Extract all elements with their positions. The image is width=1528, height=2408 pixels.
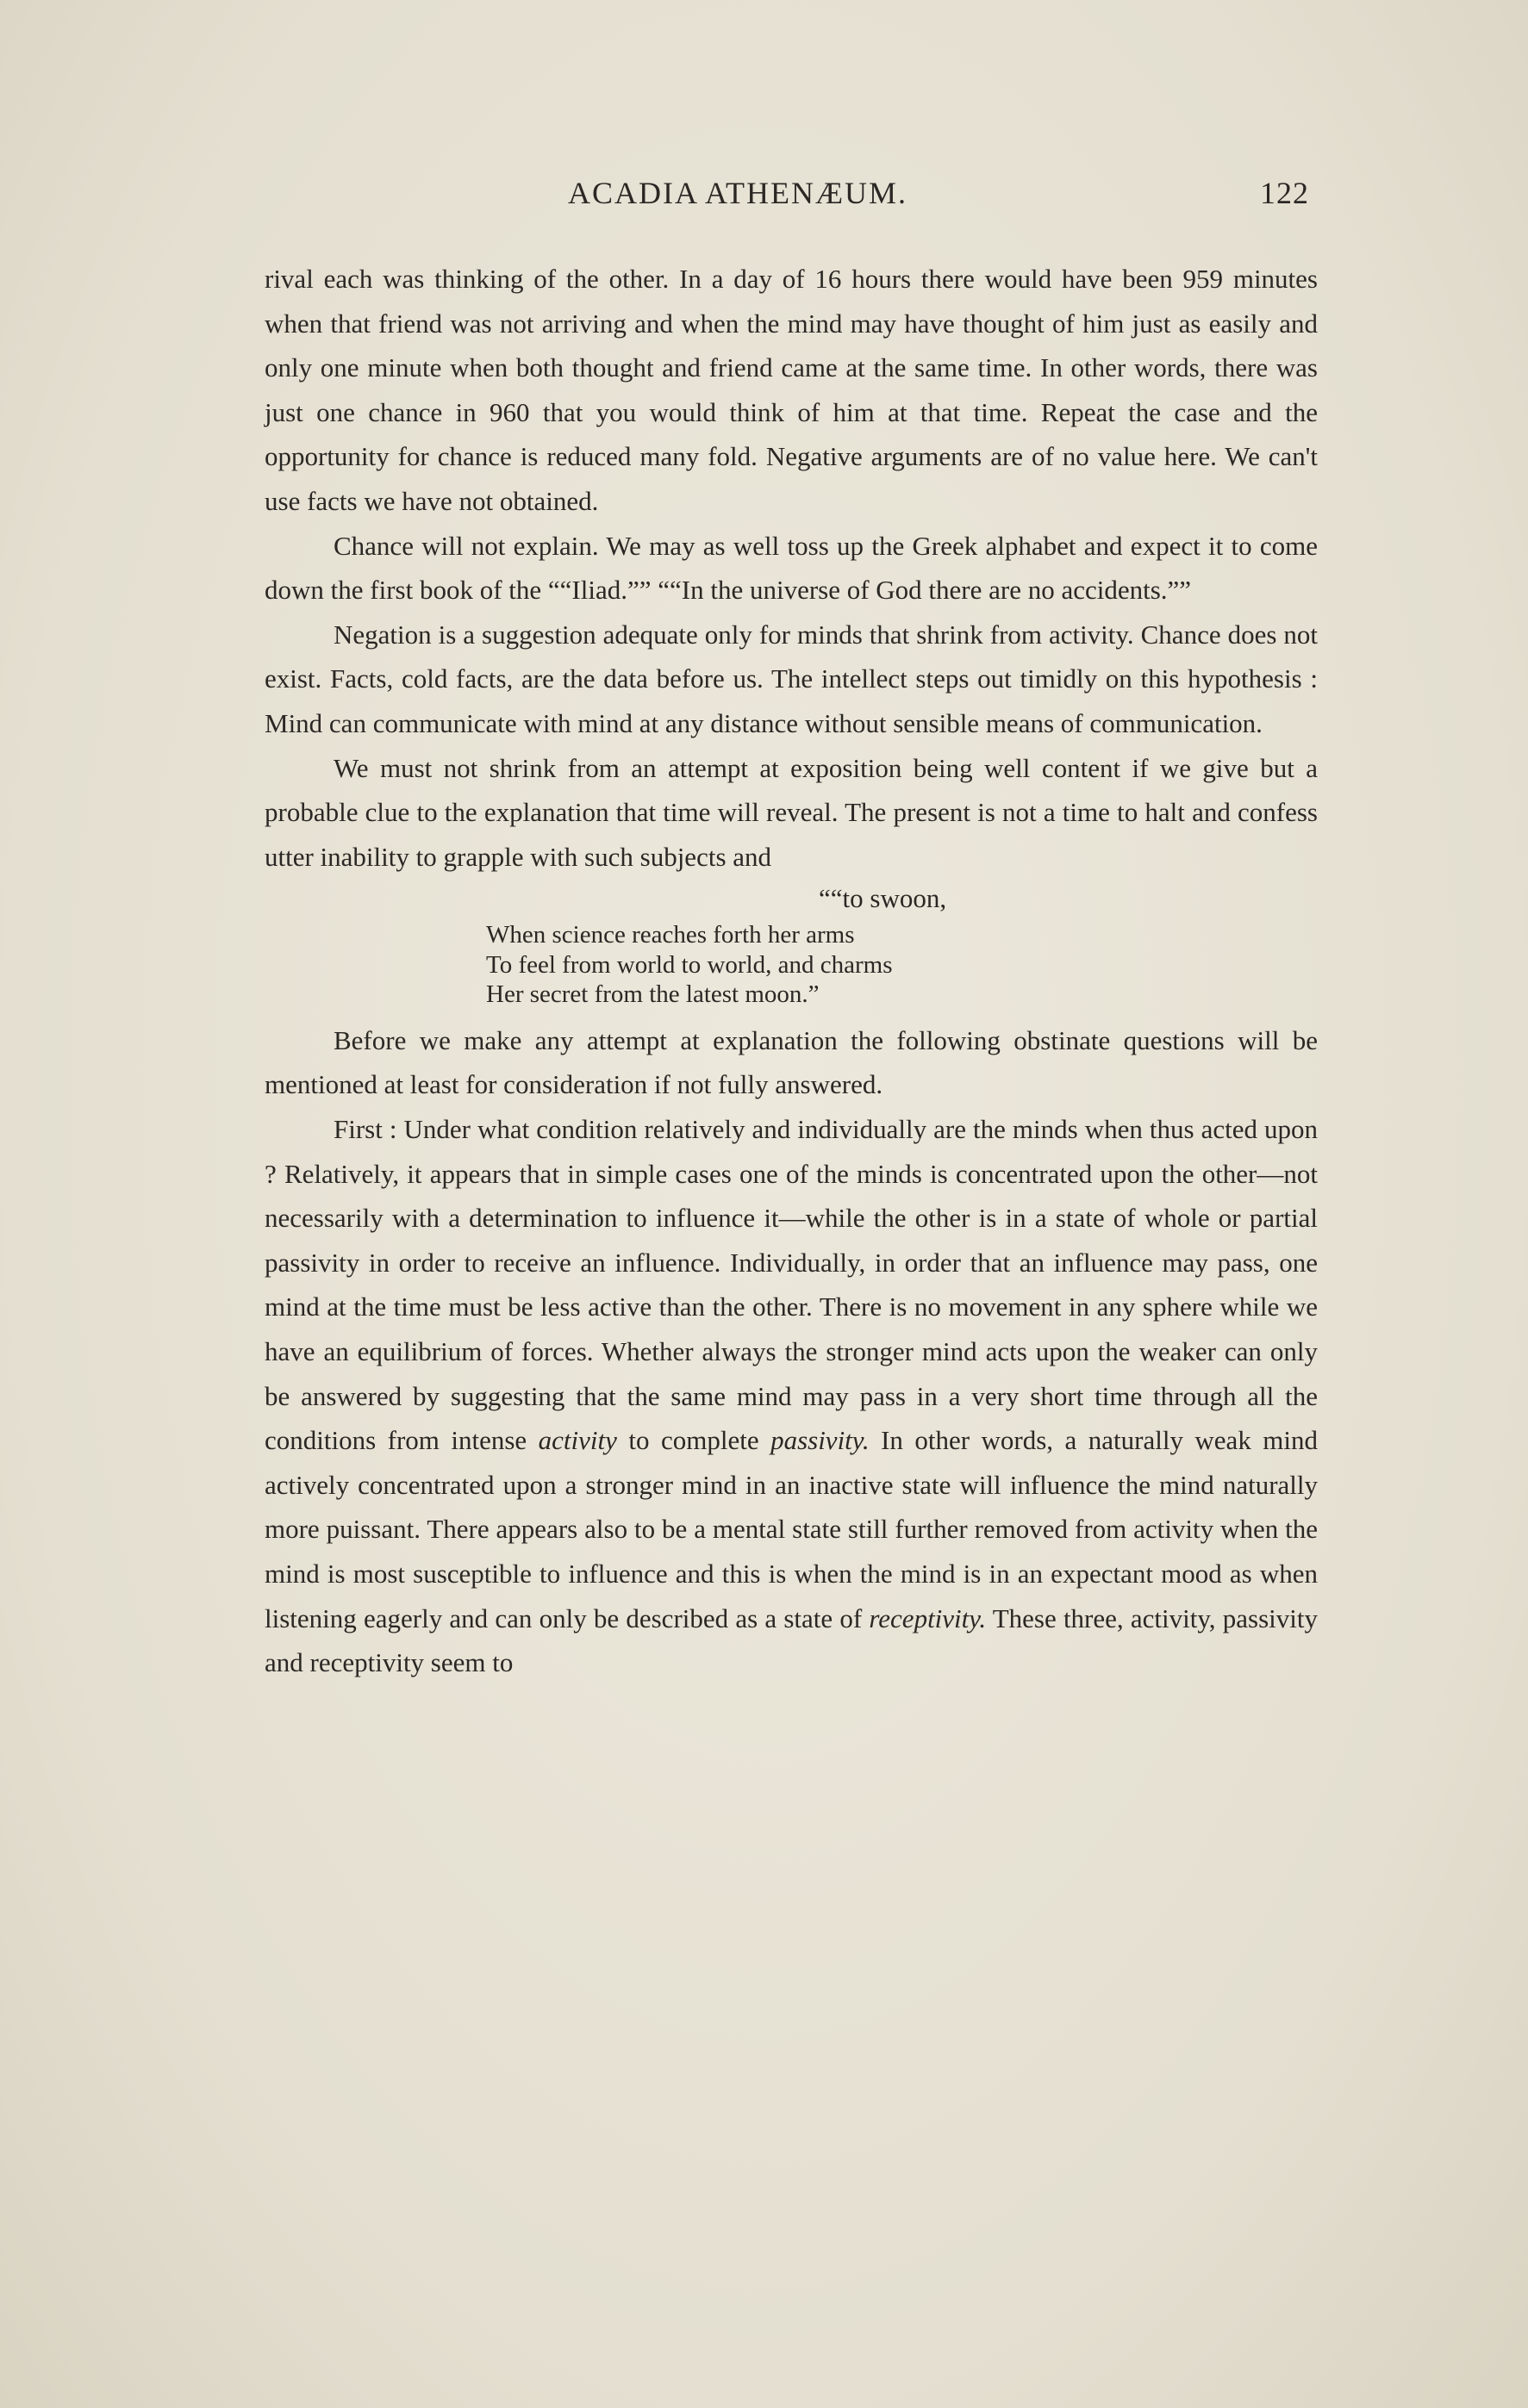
paragraph-1: rival each was thinking of the other. In a day of 16 hours there would have been 959 minutes when that friend was not arriving and when the mind may have thought of him just as easily and only one minute when both thought and friend came at the same time. In other words, there was just one chance in 960 that you would think of him at that time. Repeat the case and the opportunity for chance is reduced many fold. Negative arguments are of no value here. We can't use facts we have not obtained. bbox=[265, 264, 1318, 516]
paragraph-5: Before we make any attempt at explanation the following obstinate questions will be mentioned at least for consideration if not fully answered. bbox=[265, 1024, 1318, 1100]
paragraph-6-text-c: In other words, a naturally weak mind actively concentrated upon a stronger mind in an inactive state will influence the mind naturally more puissant. There appears also to be a mental state still further removed from activity when the mind is most susceptible to influence and this is when the mind is in an expectant mood as when listening eagerly and can only be described as a state of bbox=[265, 1425, 1319, 1633]
verse-line-1: When science reaches forth her arms bbox=[486, 921, 855, 949]
verse-line-3: Her secret from the latest moon.” bbox=[486, 980, 820, 1009]
page-header bbox=[265, 175, 1309, 216]
paragraph-2: Chance will not explain. We may as well toss up the Greek alphabet and expect it to come down the first book of the ““Iliad.”” ““In the universe of God there are no accidents.”” bbox=[265, 530, 1318, 606]
emphasis-activity: activity bbox=[538, 1425, 617, 1456]
emphasis-receptivity: receptivity. bbox=[869, 1602, 987, 1633]
article-body bbox=[265, 257, 1318, 1685]
paragraph-4: We must not shrink from an attempt at exposition being well content if we give but a probable clue to the explanation that time will reveal. The present is not a time to halt and confess utter inability to grapple with such subjects and bbox=[265, 752, 1318, 872]
paragraph-6-text-d: These three, activity, passivity and receptivity seem to bbox=[265, 1602, 1318, 1678]
page-number: 122 bbox=[1260, 176, 1309, 210]
paragraph-6-text-b: to complete bbox=[616, 1425, 771, 1456]
paragraph-3: Negation is a suggestion adequate only for minds that shrink from activity. Chance does not exist. Facts, cold facts, are the data before us. The intellect steps out timidly on this hypothesis : Mind can communicate with mind at any distance without sensible means of communication. bbox=[265, 619, 1318, 738]
paragraph-6-text-a: First : Under what condition relatively and individually are the minds when thus acted upon ? Relatively, it appears that in simple cases one of the minds is concentrated upon the other—not necessarily with a determination to influence it—while the other is in a state of whole or partial passivity in order to receive an influence. Individually, in order that an influence may pass, one mind at the time must be less active than the other. There is no movement in any sphere while we have an equilibrium of forces. Whether always the stronger mind acts upon the weaker can only be answered by suggesting that the same mind may pass in a very short time through all the conditions from intense bbox=[265, 1114, 1318, 1456]
running-title: ACADIA ATHENÆUM. bbox=[568, 176, 908, 210]
verse-line-2: To feel from world to world, and charms bbox=[486, 950, 893, 979]
verse-lead: ““to swoon, bbox=[819, 883, 947, 914]
paragraph-6 bbox=[265, 1107, 1318, 1685]
emphasis-passivity: passivity. bbox=[770, 1425, 870, 1456]
verse-quotation bbox=[265, 879, 1318, 1018]
